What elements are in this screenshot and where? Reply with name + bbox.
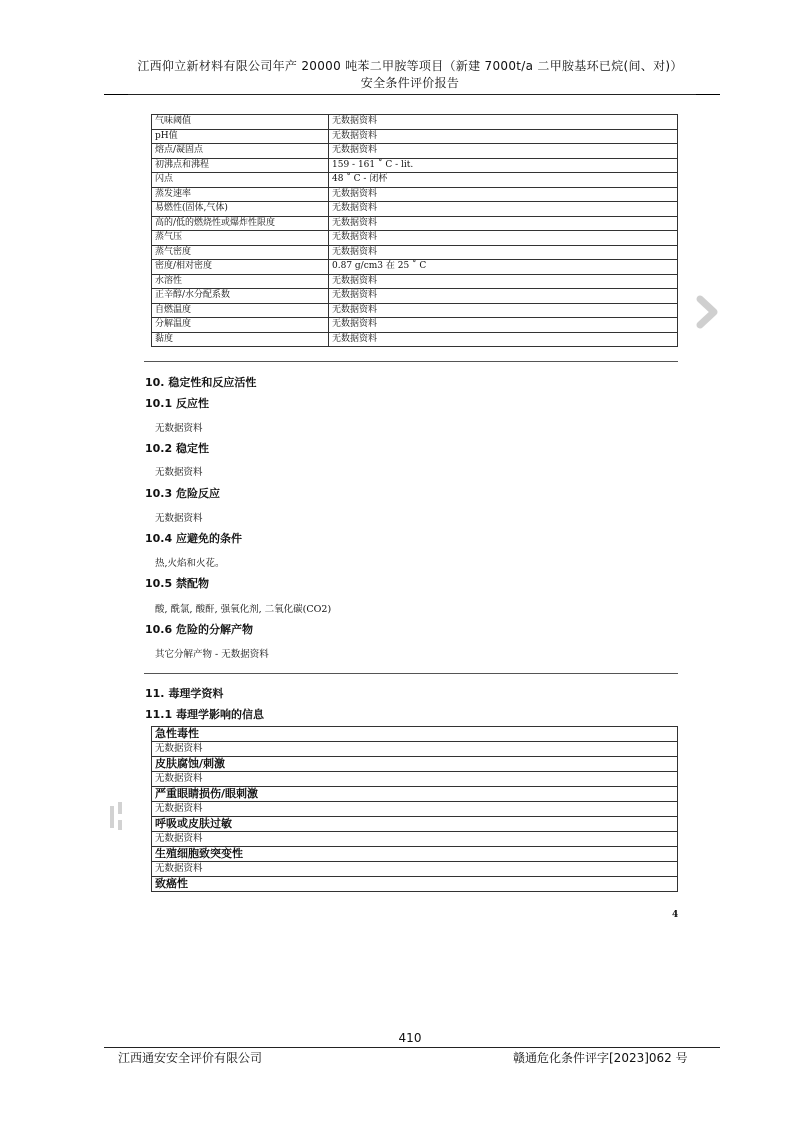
- property-row: [152, 158, 678, 173]
- section-10-2-title: 10.2 稳定性: [145, 442, 209, 455]
- section-10-3-body: 无数据资料: [155, 513, 203, 524]
- toxicology-heading: 呼吸或皮肤过敏: [152, 817, 678, 832]
- footer-company: 江西通安安全评价有限公司: [118, 1051, 263, 1065]
- section-10-3-title: 10.3 危险反应: [145, 487, 220, 500]
- toxicology-value-row: [152, 742, 678, 757]
- toxicology-value: 无数据资料: [152, 802, 678, 817]
- page-number: 410: [398, 1031, 422, 1045]
- property-name: 密度/相对密度: [152, 260, 329, 275]
- scan-mark-icon: [108, 800, 126, 834]
- toxicology-value: 无数据资料: [152, 832, 678, 847]
- property-value: 无数据资料: [329, 289, 678, 304]
- section-10-4-title: 10.4 应避免的条件: [145, 532, 242, 545]
- toxicology-value-row: [152, 772, 678, 787]
- section-11-title: 11. 毒理学资料: [145, 687, 224, 700]
- toxicology-heading: 致癌性: [152, 877, 678, 892]
- section-10-5-body: 酸, 酰氯, 酸酐, 强氧化剂, 二氧化碳(CO2): [155, 604, 332, 615]
- property-name: 分解温度: [152, 318, 329, 333]
- property-value: 无数据资料: [329, 332, 678, 347]
- toxicology-value: 无数据资料: [152, 862, 678, 877]
- property-row: [152, 115, 678, 130]
- header-title-line1: 江西仰立新材料有限公司年产 20000 吨苯二甲胺等项目（新建 7000t/a 二甲胺基环已烷(间、对)）: [137, 59, 683, 73]
- section-divider: [144, 673, 678, 674]
- property-row: [152, 187, 678, 202]
- chevron-right-icon: [694, 295, 720, 329]
- property-value: 无数据资料: [329, 115, 678, 130]
- property-name: 正辛醇/水分配系数: [152, 289, 329, 304]
- property-value: 无数据资料: [329, 129, 678, 144]
- property-row: [152, 129, 678, 144]
- property-value: 无数据资料: [329, 303, 678, 318]
- header-title-line2: 安全条件评价报告: [360, 76, 460, 90]
- property-name: 黏度: [152, 332, 329, 347]
- property-name: 气味阈值: [152, 115, 329, 130]
- property-name: 蒸气压: [152, 231, 329, 246]
- property-value: 无数据资料: [329, 318, 678, 333]
- property-name: pH值: [152, 129, 329, 144]
- property-name: 熔点/凝固点: [152, 144, 329, 159]
- property-row: [152, 216, 678, 231]
- physical-properties-table: [151, 114, 678, 347]
- property-name: 闪点: [152, 173, 329, 188]
- toxicology-value: 无数据资料: [152, 742, 678, 757]
- toxicology-heading-row: [152, 757, 678, 772]
- property-row: [152, 202, 678, 217]
- section-10-title: 10. 稳定性和反应活性: [145, 376, 257, 389]
- section-divider: [144, 361, 678, 362]
- property-row: [152, 245, 678, 260]
- toxicology-value-row: [152, 832, 678, 847]
- property-value: 无数据资料: [329, 216, 678, 231]
- property-row: [152, 173, 678, 188]
- section-10-6-title: 10.6 危险的分解产物: [145, 623, 253, 636]
- property-value: 0.87 g/cm3 在 25 ˚ C: [329, 260, 678, 275]
- toxicology-heading: 严重眼睛损伤/眼刺激: [152, 787, 678, 802]
- property-row: [152, 231, 678, 246]
- property-name: 蒸气密度: [152, 245, 329, 260]
- footer-rule: [104, 1047, 720, 1048]
- toxicology-heading: 生殖细胞致突变性: [152, 847, 678, 862]
- toxicology-heading-row: [152, 727, 678, 742]
- property-row: [152, 318, 678, 333]
- property-value: 无数据资料: [329, 231, 678, 246]
- page-header: [100, 58, 720, 92]
- section-10-1-body: 无数据资料: [155, 423, 203, 434]
- section-10-1-title: 10.1 反应性: [145, 397, 209, 410]
- inner-page-number: 4: [672, 910, 679, 920]
- property-value: 48 ˚ C - 闭杯: [329, 173, 678, 188]
- section-10-5-title: 10.5 禁配物: [145, 577, 209, 590]
- toxicology-heading-row: [152, 817, 678, 832]
- section-10-2-body: 无数据资料: [155, 467, 203, 478]
- toxicology-heading-row: [152, 847, 678, 862]
- property-row: [152, 274, 678, 289]
- toxicology-heading-row: [152, 787, 678, 802]
- property-value: 无数据资料: [329, 245, 678, 260]
- property-row: [152, 260, 678, 275]
- section-11-1-title: 11.1 毒理学影响的信息: [145, 708, 264, 721]
- header-rule: [104, 94, 720, 95]
- property-row: [152, 332, 678, 347]
- property-value: 无数据资料: [329, 274, 678, 289]
- section-10-6-body: 其它分解产物 - 无数据资料: [155, 649, 269, 660]
- toxicology-heading: 皮肤腐蚀/刺激: [152, 757, 678, 772]
- toxicology-heading-row: [152, 877, 678, 892]
- property-name: 高的/低的燃烧性或爆炸性限度: [152, 216, 329, 231]
- toxicology-table: [151, 726, 678, 892]
- property-value: 无数据资料: [329, 187, 678, 202]
- property-row: [152, 144, 678, 159]
- property-name: 水溶性: [152, 274, 329, 289]
- property-value: 无数据资料: [329, 144, 678, 159]
- toxicology-value-row: [152, 862, 678, 877]
- section-10-4-body: 热,火焰和火花。: [155, 558, 225, 569]
- property-name: 易燃性(固体,气体): [152, 202, 329, 217]
- property-row: [152, 289, 678, 304]
- property-row: [152, 303, 678, 318]
- toxicology-heading: 急性毒性: [152, 727, 678, 742]
- property-value: 159 - 161 ˚ C - lit.: [329, 158, 678, 173]
- property-name: 初沸点和沸程: [152, 158, 329, 173]
- property-name: 蒸发速率: [152, 187, 329, 202]
- property-value: 无数据资料: [329, 202, 678, 217]
- toxicology-value: 无数据资料: [152, 772, 678, 787]
- footer-document-number: 赣通危化条件评字[2023]062 号: [513, 1051, 688, 1065]
- property-name: 自燃温度: [152, 303, 329, 318]
- toxicology-value-row: [152, 802, 678, 817]
